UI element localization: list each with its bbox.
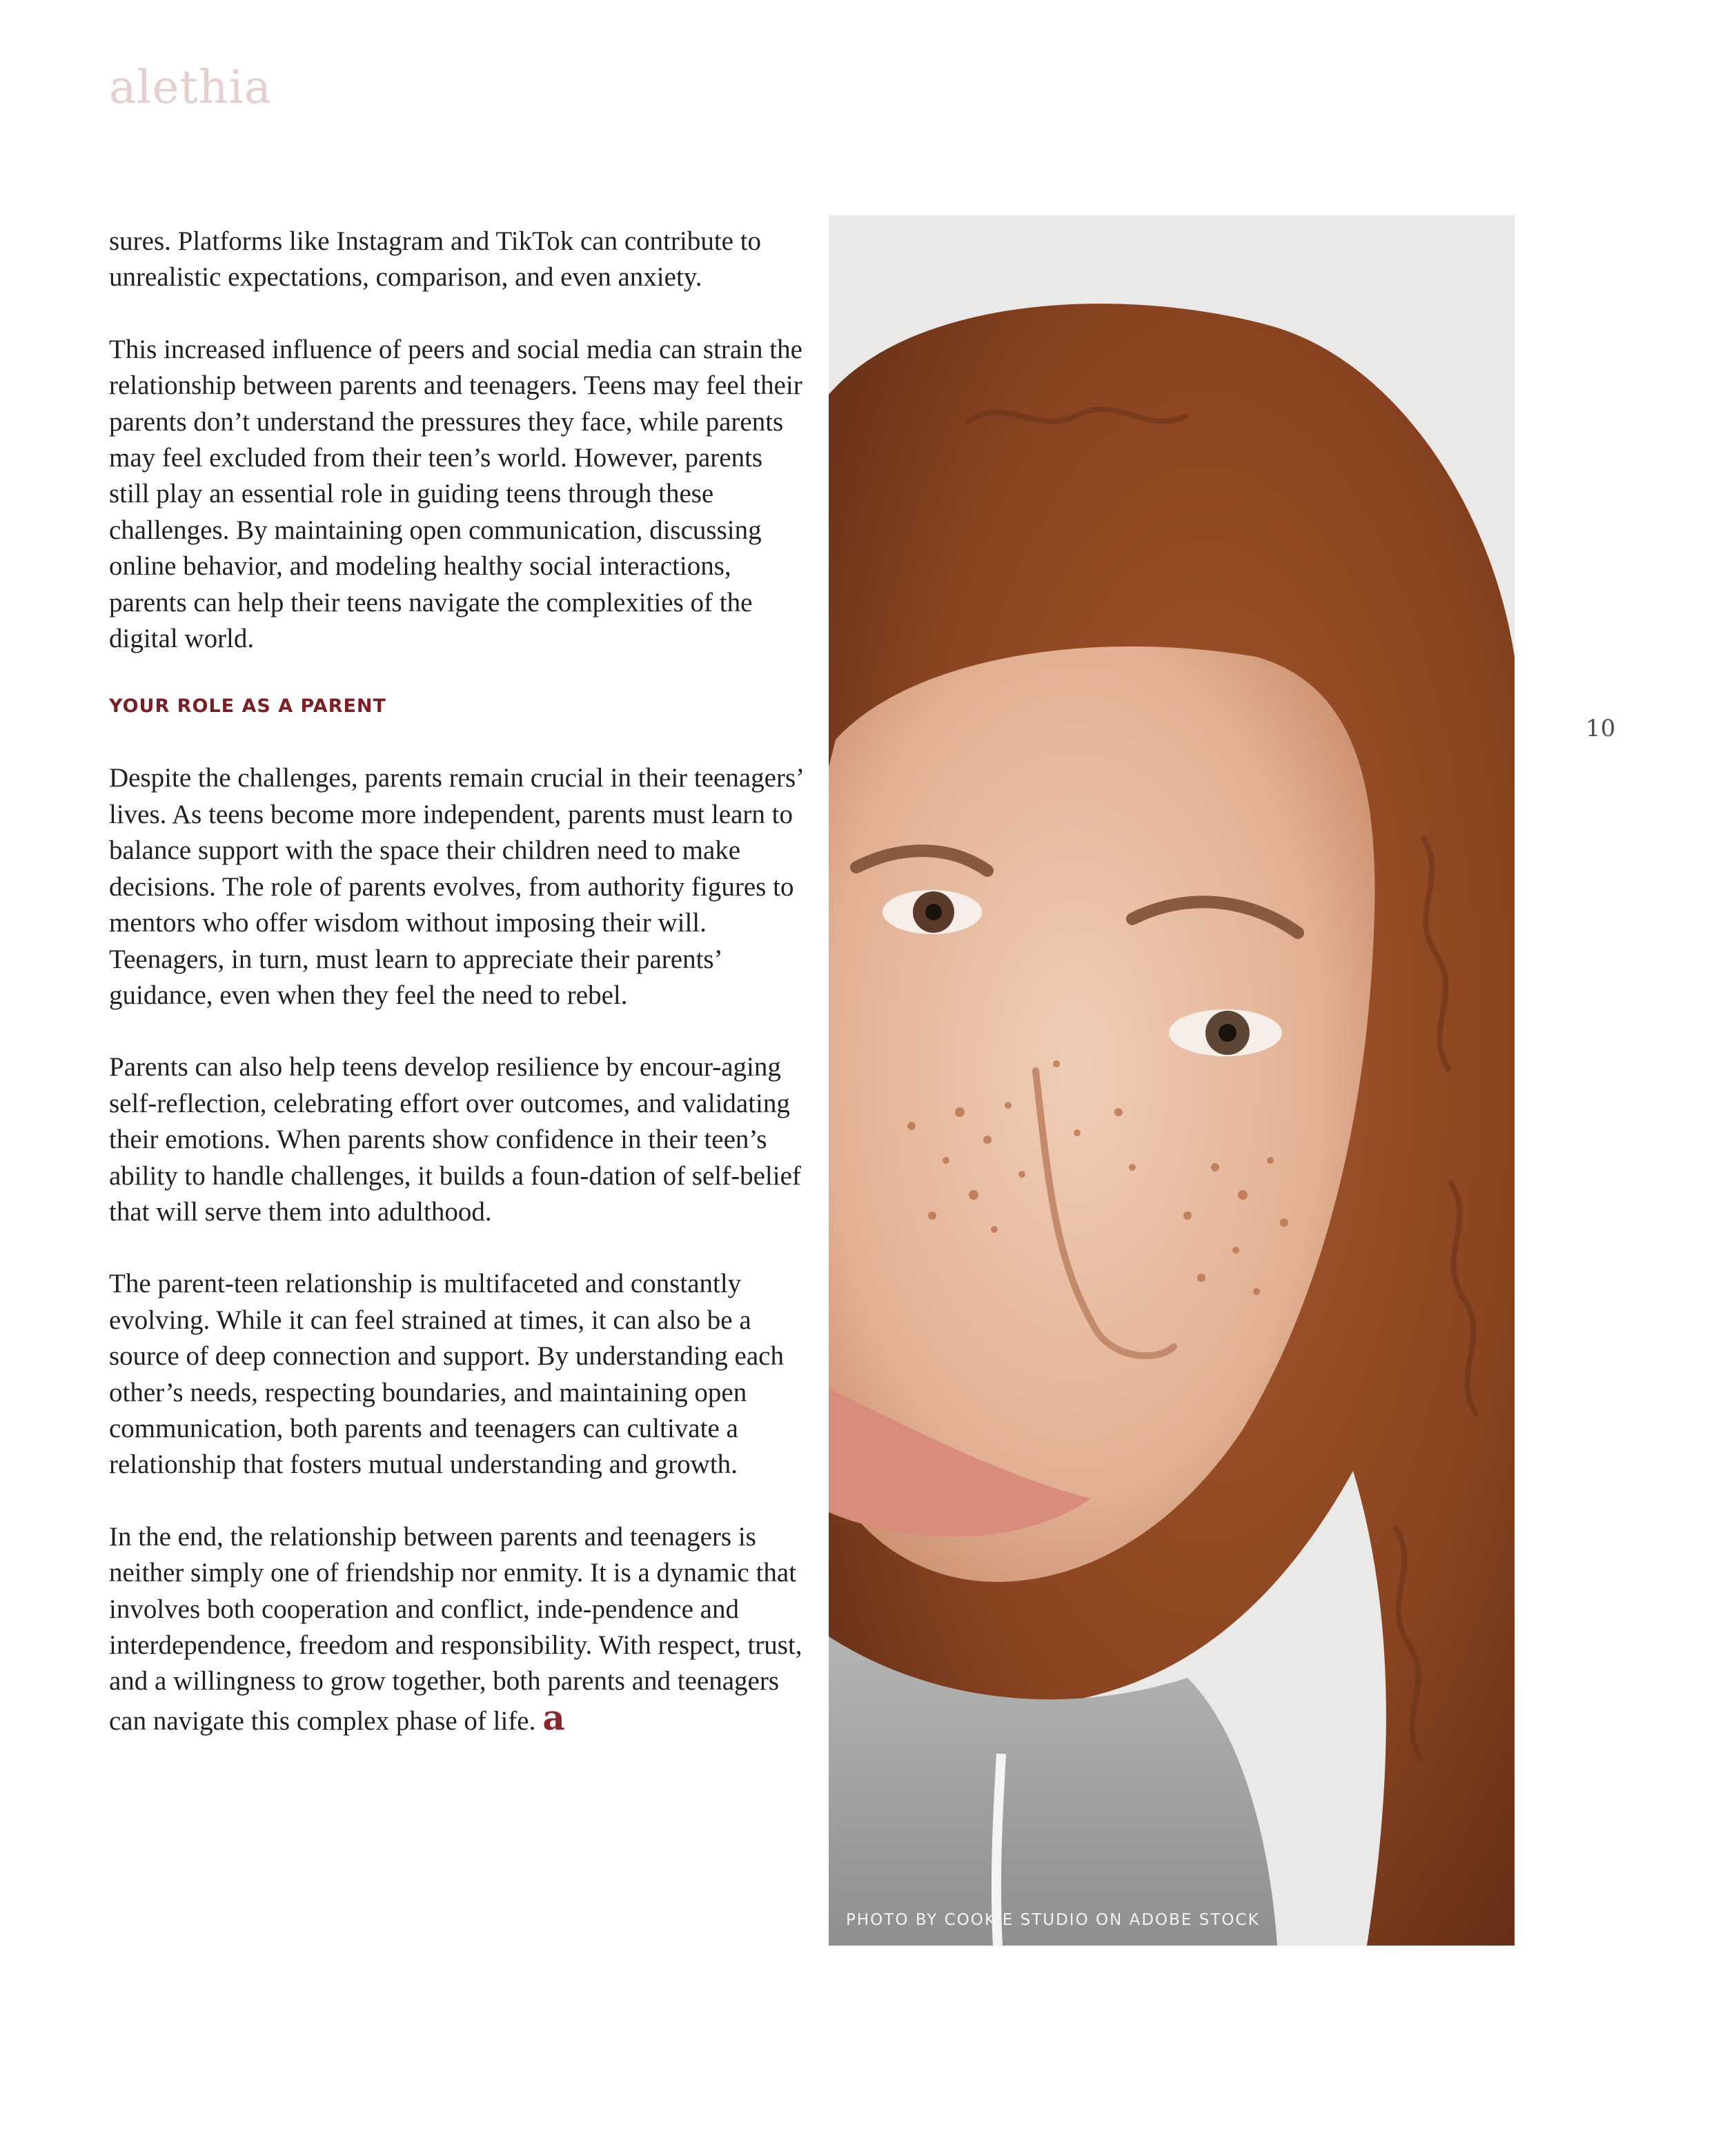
end-mark-icon: a: [542, 1697, 565, 1738]
article-paragraph: Parents can also help teens develop resilience by encour-aging self-reflection, celebrating effort over outcomes, and validating their emotions. When parents show confidence in their teen’s ability to handle challenges, it builds a foun-dation of self-belief that will serve them into adulthood.: [109, 1052, 801, 1227]
left-pupil: [925, 904, 942, 920]
article-paragraph: The parent-teen relationship is multifaceted and constantly evolving. While it can feel strained at times, it can also be a source of deep connection and support. By understanding each other’s needs, respecting boundaries, and maintaining open communication, both parents and teenagers can cultivate a relationship that fosters mutual understanding and growth.: [109, 1269, 784, 1480]
brand-logo: alethia: [109, 61, 273, 114]
article-paragraph: Despite the challenges, parents remain crucial in their teenagers’ lives. As teens become more independent, parents must learn to balance support with the space their children need to make decisions. The role of parents evolves, from authority figures to mentors who offer wisdom without imposing their will. Teenagers, in turn, must learn to appreciate their parents’ guidance, even when they feel the need to rebel.: [109, 763, 803, 1010]
article-paragraph: This increased influence of peers and social media can strain the relationship between parents and teenagers. Teens may feel their parents don’t understand the pressures they face, while parents may feel excluded from their teen’s world. However, parents still play an essential role in guiding teens through these challenges. By maintaining open communication, discussing online behavior, and modeling healthy social interactions, parents can help their teens navigate the complexities of the digital world.: [109, 334, 802, 654]
portrait-photo: [829, 215, 1515, 1946]
page-number: 10: [1586, 715, 1616, 742]
final-paragraph-text: In the end, the relationship between parents and teenagers is neither simply one of friendship nor enmity. It is a dynamic that involves both cooperation and conflict, inde-pendence and interdependence, freedom and responsibility. With respect, trust, and a willingness to grow together, both parents and teenagers can navigate this complex phase of life.: [109, 1521, 802, 1736]
right-pupil: [1219, 1024, 1236, 1042]
photo-credit: PHOTO BY COOKIE STUDIO ON ADOBE STOCK: [846, 1911, 1260, 1929]
article-body: [109, 224, 806, 1739]
section-heading: YOUR ROLE AS A PARENT: [109, 695, 386, 718]
article-paragraph-final: [109, 1519, 806, 1739]
article-paragraph: sures. Platforms like Instagram and TikTok can contribute to unrealistic expectations, comparison, and even anxiety.: [109, 226, 762, 293]
portrait-illustration: [829, 215, 1515, 1946]
